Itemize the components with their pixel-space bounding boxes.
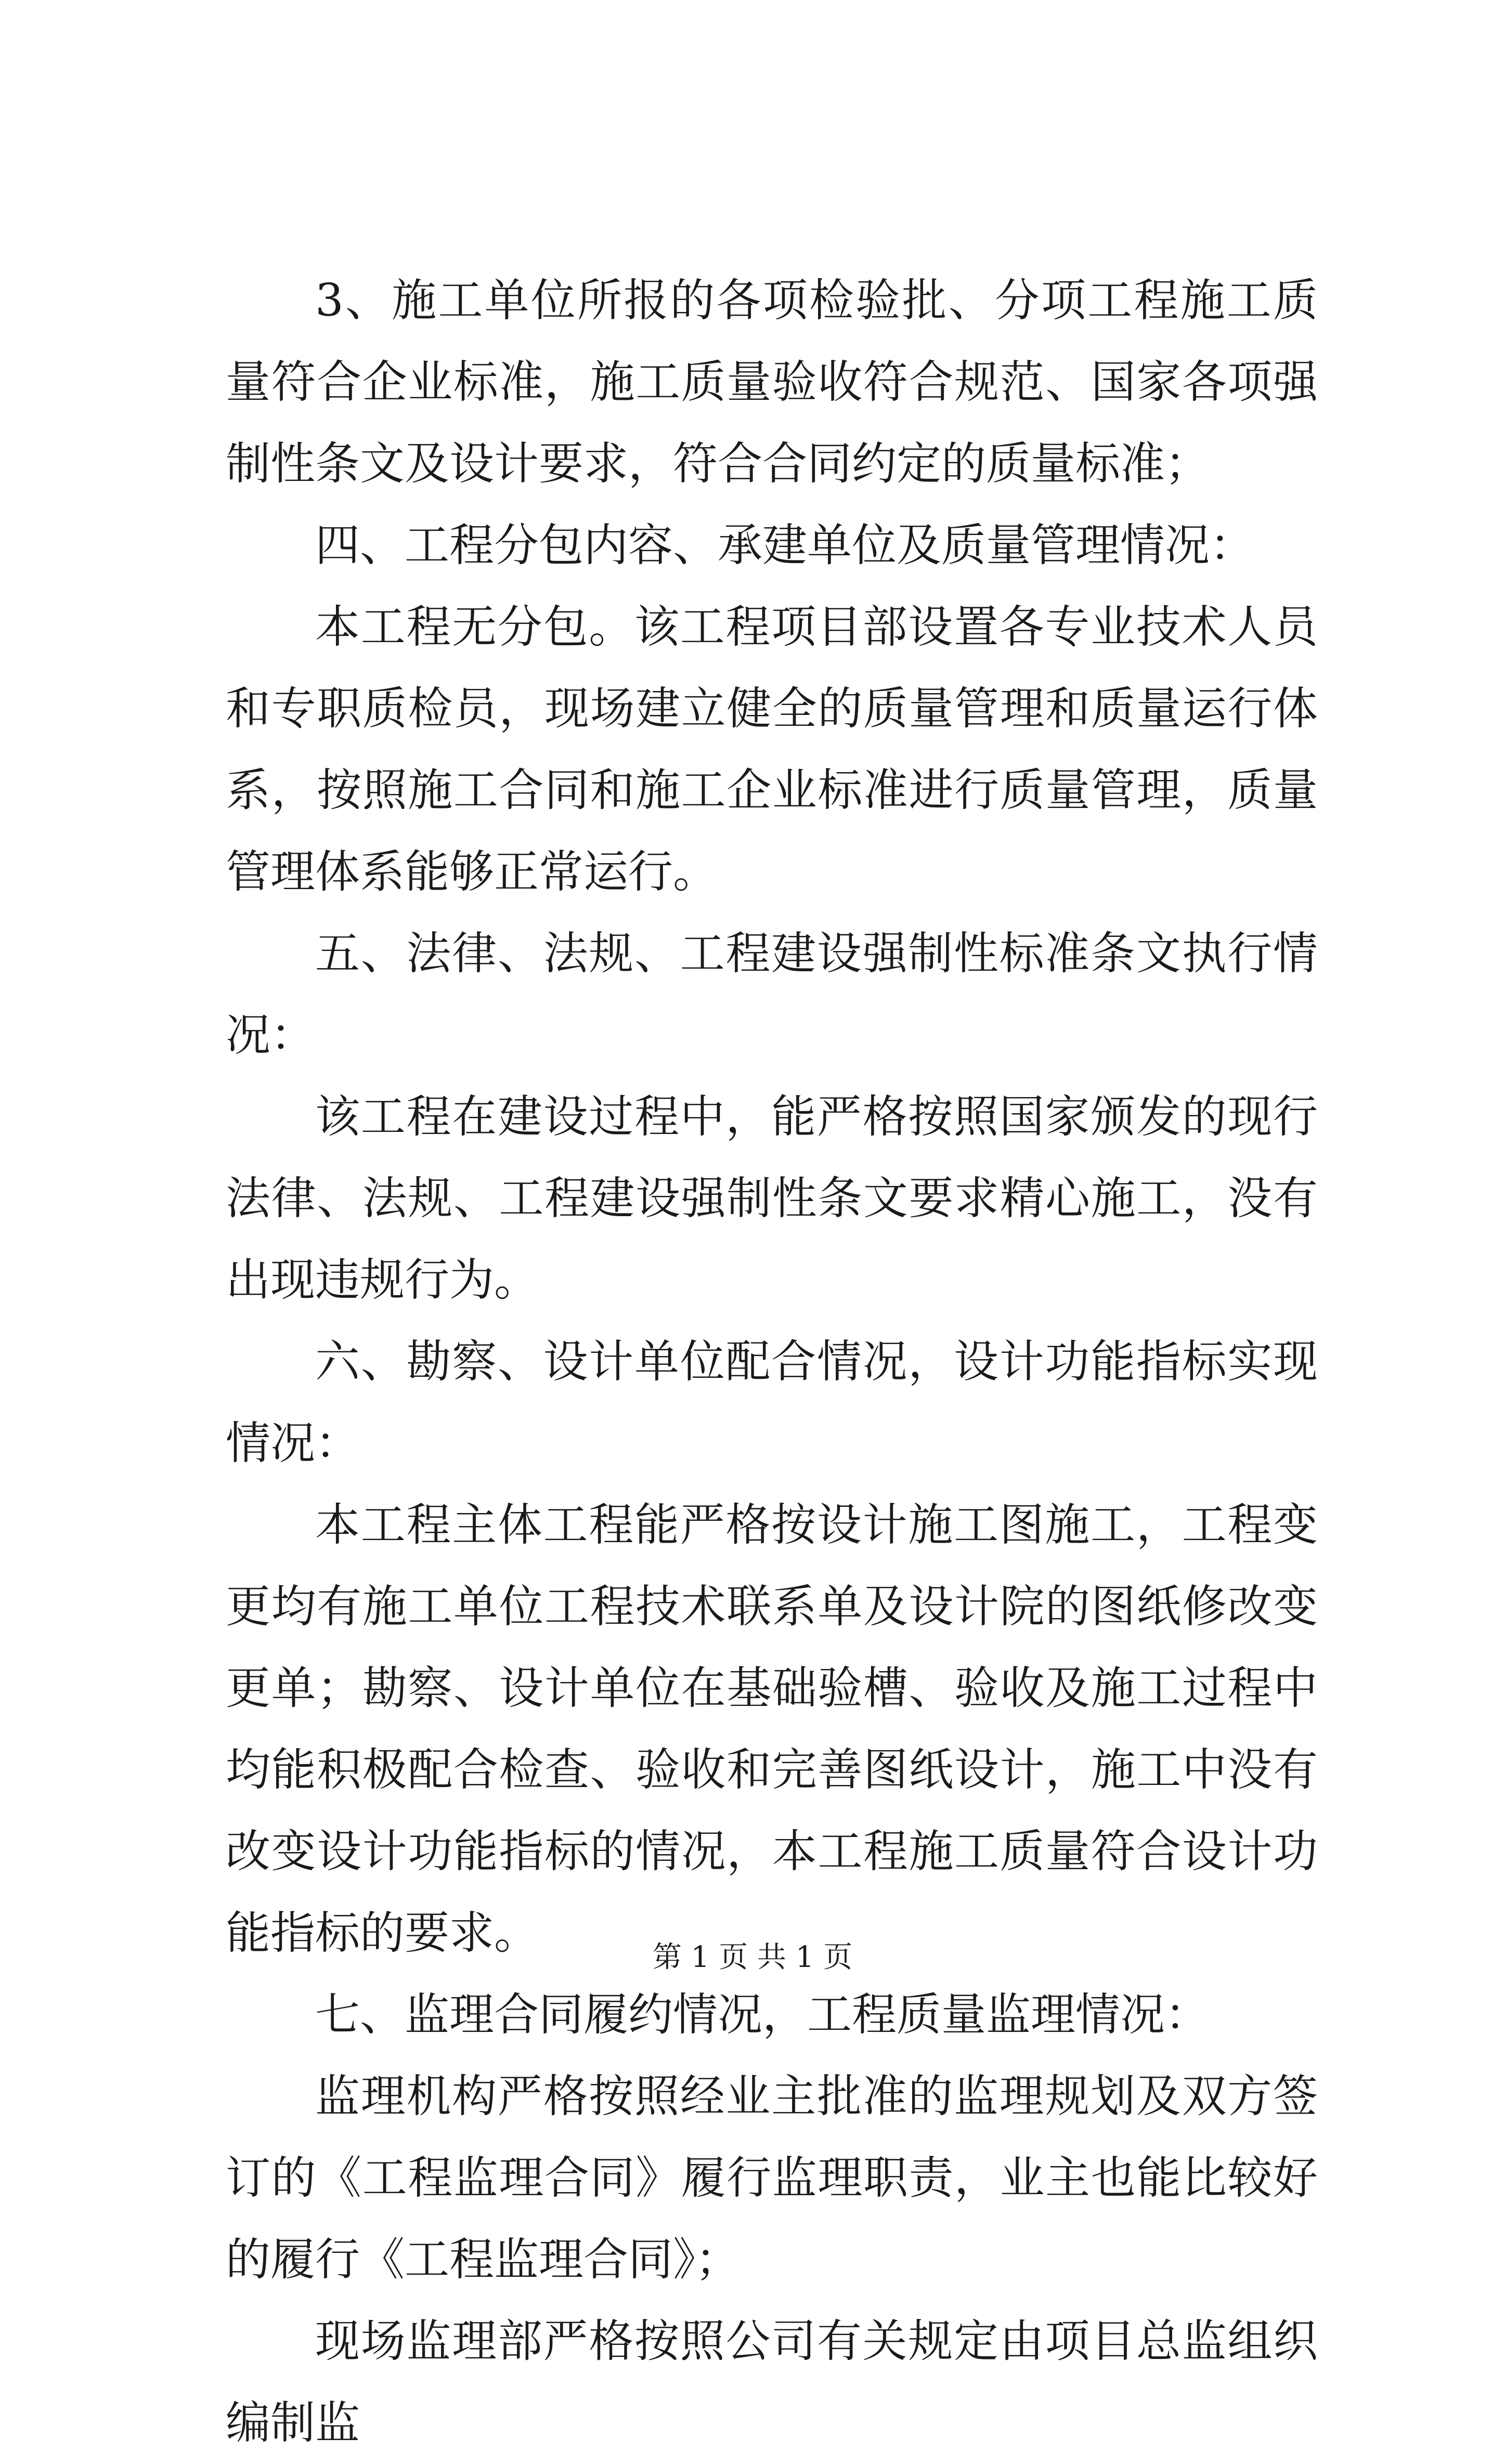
page-footer: 第 1 页 共 1 页 <box>652 1940 853 1974</box>
paragraph-site-supervision: 现场监理部严格按照公司有关规定由项目总监组织编制监 <box>226 2315 1318 2449</box>
document-body <box>226 260 1318 2464</box>
paragraph-supervision: 监理机构严格按照经业主批准的监理规划及双方签订的《工程监理合同》履行监理职责，业主也能比较好的履行《工程监理合同》； <box>226 2070 1318 2286</box>
paragraph-quality-standard: 3、施工单位所报的各项检验批、分项工程施工质量符合企业标准，施工质量验收符合规范、国家各项强制性条文及设计要求，符合合同约定的质量标准； <box>226 275 1318 490</box>
heading-subcontract: 四、工程分包内容、承建单位及质量管理情况： <box>315 519 1254 571</box>
heading-laws: 五、法律、法规、工程建设强制性标准条文执行情况： <box>226 928 1318 1061</box>
heading-design: 六、勘察、设计单位配合情况，设计功能指标实现情况： <box>226 1336 1318 1469</box>
paragraph-laws: 该工程在建设过程中，能严格按照国家颁发的现行法律、法规、工程建设强制性条文要求精心施工，没有出现违规行为。 <box>226 1091 1318 1306</box>
heading-supervision: 七、监理合同履约情况，工程质量监理情况： <box>315 1989 1210 2041</box>
paragraph-subcontract: 本工程无分包。该工程项目部设置各专业技术人员和专职质检员，现场建立健全的质量管理和质量运行体系，按照施工合同和施工企业标准进行质量管理，质量管理体系能够正常运行。 <box>226 601 1318 898</box>
paragraph-design: 本工程主体工程能严格按设计施工图施工，工程变更均有施工单位工程技术联系单及设计院的图纸修改变更单；勘察、设计单位在基础验槽、验收及施工过程中均能积极配合检查、验收和完善图纸设计，施工中没有改变设计功能指标的情况，本工程施工质量符合设计功能指标的要求。 <box>226 1499 1318 1959</box>
